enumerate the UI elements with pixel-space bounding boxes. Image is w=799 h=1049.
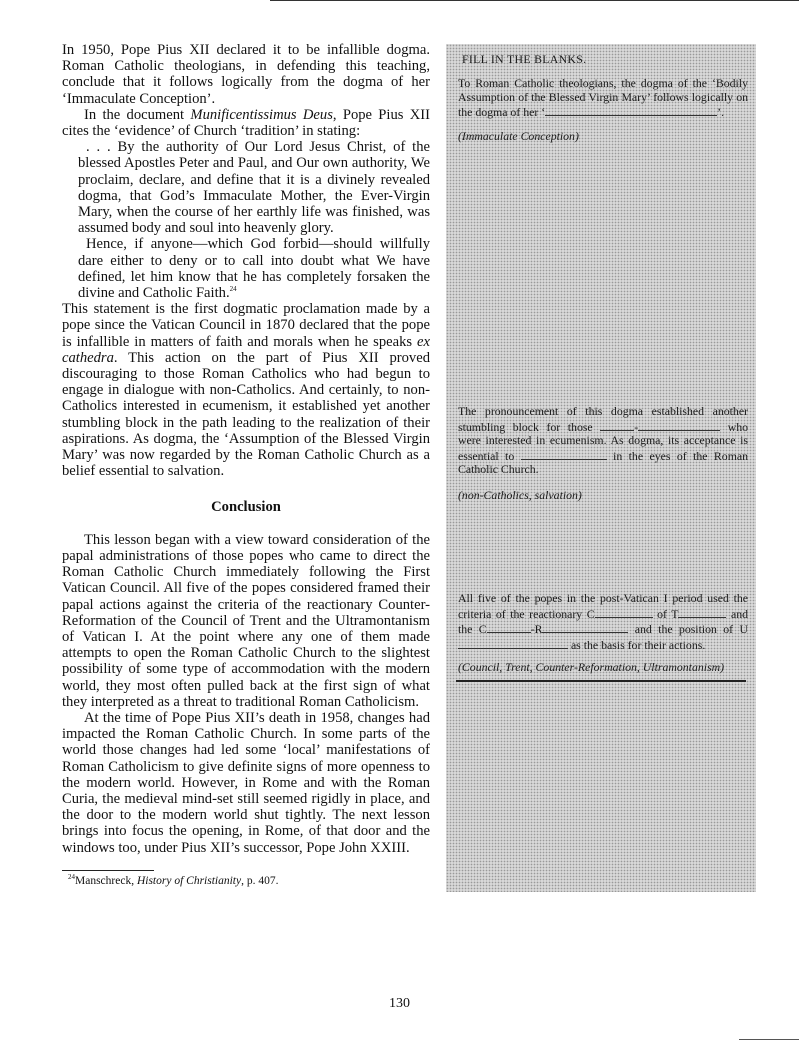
answer-key-2: (non-Catholics, salvation) (458, 488, 582, 502)
footnote (68, 872, 430, 888)
answer-blank[interactable] (595, 606, 653, 618)
answer-blank[interactable] (545, 104, 717, 116)
question-text: T (671, 606, 679, 621)
footnote-book-title: History of Christianity (136, 874, 242, 887)
latin-term: ex cathedra (62, 333, 430, 366)
question-text: as the basis for their actions. (568, 637, 706, 652)
footnote-number: 24 (68, 872, 75, 881)
question-text: who were interested in ecumenism. As dogma, its acceptance is essential to (458, 419, 749, 463)
text-segment: In the document (84, 106, 191, 123)
worksheet-divider (456, 680, 746, 682)
answer-blank[interactable] (678, 606, 726, 618)
question-text: C (478, 622, 487, 637)
answer-blank[interactable] (542, 621, 628, 633)
question-2 (458, 405, 748, 477)
quote-warning (78, 236, 430, 301)
question-text: and the position of (628, 622, 740, 637)
question-text: U (739, 622, 748, 637)
answer-blank[interactable] (600, 419, 634, 431)
footnote-author: Manschreck, (75, 874, 137, 887)
footnote-page: , p. 407. (241, 874, 279, 887)
question-text: in the eyes of the Roman Catholic Church. (458, 448, 749, 477)
section-heading: Conclusion (211, 499, 281, 516)
question-text: of (652, 606, 672, 621)
question-text: To Roman Catholic theologians, the dogma of the ‘Bodily Assumption of the Blessed Virgin Mary’ follows logically on the dogma of her ‘ (458, 76, 748, 120)
question-text: - (634, 419, 639, 434)
bottom-edge-mark (739, 1039, 799, 1040)
text-segment: , Pope Pius XII cites the ‘evidence’ of Church ‘tradition’ in stating: (62, 106, 430, 140)
answer-blank[interactable] (521, 448, 607, 460)
text-segment: This statement is the first dogmatic proclamation made by a pope since the Vatican Council in 1870 declared that the pope is infallible in matters of faith and morals when he speaks (62, 301, 430, 350)
page-number: 130 (389, 996, 410, 1011)
question-text: The pronouncement of this dogma established another stumbling block for those (458, 404, 748, 434)
answer-blank[interactable] (458, 637, 568, 649)
answer-blank[interactable] (638, 419, 720, 431)
question-text: ’. (717, 105, 725, 120)
answer-key-1: (Immaculate Conception) (458, 129, 579, 143)
footnote-divider (62, 870, 154, 871)
worksheet-title: FILL IN THE BLANKS. (462, 52, 587, 66)
question-text: C (586, 606, 595, 621)
paragraph-munificentissimus (62, 107, 430, 139)
paragraph-dogma: In 1950, Pope Pius XII declared it to be infallible dogma. Roman Catholic theologians, in defending this teaching, conclude that it follows logically from the dogma of her ‘Immaculate Conception’. (62, 42, 430, 107)
fill-in-the-blanks-panel (446, 44, 756, 892)
question-text: -R (530, 622, 543, 637)
paragraph-conclusion-1: This lesson began with a view toward consideration of the papal administrations of those popes who came to direct the Roman Catholic Church immediately following the First Vatican Council. All five of the popes considered framed their papal actions against the criteria of the reactionary Counter-Reformation of the Council of Trent and the Ultramontanism of Vatican I. At the point where any one of them made attempts to open the Roman Catholic Church to the slightest possibility of some type of accommodation with the modern world, they most often pulled back at the first sign of what they interpreted as a threat to traditional Roman Catholicism. (62, 531, 430, 710)
top-border-line (270, 0, 799, 1)
question-1 (458, 77, 748, 120)
answer-key-3: (Council, Trent, Counter-Reformation, Ultramontanism) (458, 660, 725, 674)
answer-blank[interactable] (487, 621, 531, 633)
paragraph-first-dogmatic (62, 301, 430, 479)
text-segment: Hence, if anyone—which God forbid—should willfully dare either to deny or to call into doubt what We have defined, let him know that he has completely forsaken the divine and Catholic Faith. (78, 236, 430, 302)
footnote-reference: 24 (229, 285, 237, 294)
question-text: and the (458, 606, 748, 637)
quote-proclamation: . . . By the authority of Our Lord Jesus Christ, of the blessed Apostles Peter and Paul, and Our own authority, We proclaim, declare, and define that it is a divinely revealed dogma, that God’s Immaculate Mother, the Ever-Virgin Mary, when the course of her earthly life was finished, was assumed body and soul into heavenly glory. (78, 139, 430, 237)
text-segment: . This action on the part of Pius XII proved discouraging to those Roman Catholics who had begun to engage in dialogue with non-Catholics. And certainly, to non-Catholics interested in ecumenism, it established yet another stumbling block in the path leading to the realization of their aspirations. As dogma, the ‘Assumption of the Blessed Virgin Mary’ was now regarded by the Roman Catholic Church as a belief essential to salvation. (62, 349, 430, 480)
question-text: All five of the popes in the post-Vatican I period used the criteria of the reactionary (458, 591, 748, 621)
paragraph-conclusion-2: At the time of Pope Pius XII’s death in 1958, changes had impacted the Roman Catholic Church. In some parts of the world those changes had led some ‘local’ manifestations of Roman Catholicism to give definite signs of more openness to the modern world. However, in Rome and with the Roman Curia, the medieval mind-set still seemed rigidly in place, and the door to the modern world shut tightly. The next lesson brings into focus the opening, in Rome, of that door and the windows too, under Pius XII’s successor, Pope John XXIII. (62, 709, 430, 856)
document-title: Munificentissimus Deus (190, 106, 333, 123)
question-3 (458, 592, 748, 652)
main-text-column (62, 42, 430, 888)
